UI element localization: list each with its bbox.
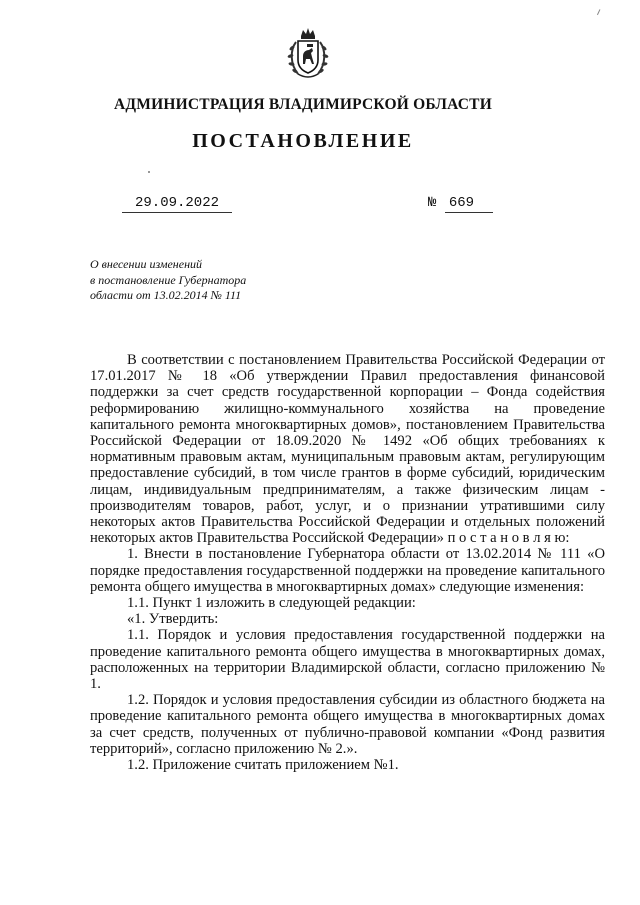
document-type: ПОСТАНОВЛЕНИЕ	[192, 130, 414, 152]
document-body	[90, 352, 605, 773]
clause-1-1-1: 1.1. Порядок и условия предоставления государственной поддержки на проведение капитального ремонта общего имущества в многоквартирных домах, расположенных на территории Владимирской области, согласно приложению № 1.	[90, 627, 605, 693]
document-date: 29.09.2022	[122, 195, 232, 213]
clause-1-approve: «1. Утвердить:	[127, 611, 219, 628]
document-number	[428, 195, 493, 213]
scan-dot	[148, 171, 150, 173]
clause-1: 1. Внести в постановление Губернатора области от 13.02.2014 № 111 «О порядке предоставления государственной поддержки на проведение капитального ремонта общего имущества в многоквартирных домах» следующие изменения:	[90, 546, 605, 595]
coat-of-arms-icon	[284, 26, 332, 82]
clause-1-1-2: 1.2. Порядок и условия предоставления субсидии из областного бюджета на проведение капитального ремонта общего имущества в многоквартирных домах за счет средств, полученных от публично-правовой компании «Фонд развития территорий», согласно приложению № 2.».	[90, 692, 605, 757]
document-subject	[90, 257, 246, 304]
clause-1-2: 1.2. Приложение считать приложением №1.	[127, 757, 399, 774]
number-sign: №	[428, 195, 437, 211]
subject-line-2: в постановление Губернатора	[90, 272, 247, 287]
subject-line-3: области от 13.02.2014 № 111	[90, 288, 242, 302]
number-value: 669	[445, 195, 493, 213]
preamble-paragraph: В соответствии с постановлением Правительства Российской Федерации от 17.01.2017 № 18 «Об утверждении Правил предоставления финансовой поддержки за счет средств государственной корпорации – Фонда содействия реформированию жилищно-коммунального хозяйства на проведение капитального ремонта многоквартирных домов», постановлением Правительства Российской Федерации от 18.09.2020 № 1492 «Об общих требованиях к нормативным правовым актам, муниципальным правовым актам, регулирующим предоставление субсидий, в том числе грантов в форме субсидий, юридическим лицам, индивидуальным предпринимателям, а также физическим лицам - производителям товаров, работ, услуг, и о признании утратившими силу некоторых актов Правительства Российской Федерации и отдельных положений некоторых актов Правительства Российской Федерации» п о с т а н о в л я ю:	[90, 352, 605, 547]
scan-mark	[597, 9, 604, 17]
authority-name: АДМИНИСТРАЦИЯ ВЛАДИМИРСКОЙ ОБЛАСТИ	[114, 96, 492, 113]
clause-1-1: 1.1. Пункт 1 изложить в следующей редакции:	[127, 595, 416, 612]
subject-line-1: О внесении изменений	[90, 257, 203, 271]
